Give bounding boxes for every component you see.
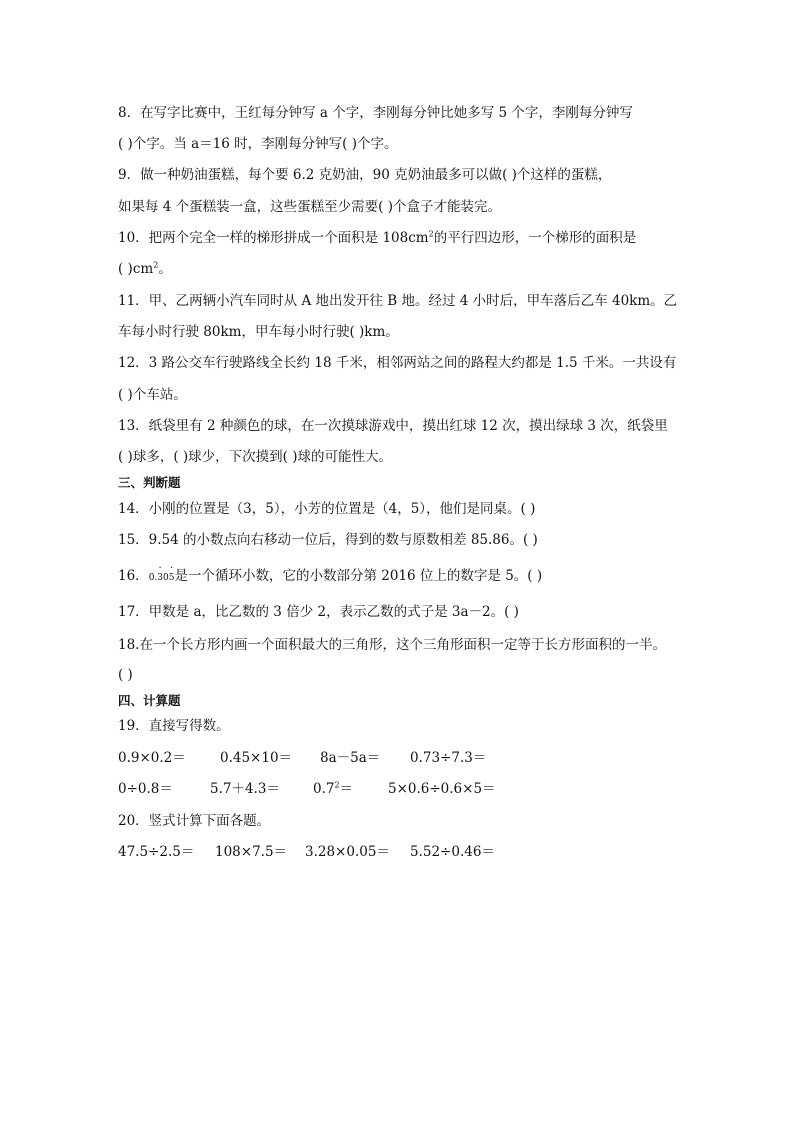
question-16	[118, 567, 542, 587]
question-12-line-1: 12．3 路公交车行驶路线全长约 18 千米，相邻两站之间的路程大约都是 1.5 千米。一共设有	[118, 355, 677, 371]
question-9-line-1: 9．做一种奶油蛋糕，每个要 6.2 克奶油，90 克奶油最多可以做( )个这样的蛋糕，	[118, 167, 612, 183]
calc-item: 0÷0.8＝	[118, 781, 173, 797]
q16-digit-3: · 5	[169, 569, 175, 587]
question-10-line-1	[118, 229, 636, 247]
section-title-calculation: 四、计算题	[118, 693, 181, 708]
question-11-line-2: 车每小时行驶 80km，甲车每小时行驶( )km。	[118, 324, 399, 340]
q10-sup: 2	[428, 229, 434, 239]
q16-digit-2: 0	[163, 573, 169, 583]
calc-item: 3.28×0.05＝	[305, 844, 390, 860]
q10-end: 。	[158, 261, 172, 277]
q10-blank: ( )cm	[118, 261, 154, 277]
question-10-line-2	[118, 260, 172, 278]
question-18-line-1: 18.在一个长方形内画一个面积最大的三角形，这个三角形面积一定等于长方形面积的一半。	[118, 637, 666, 653]
calc-item: 5.52÷0.46＝	[410, 844, 495, 860]
calc-item: 0.73÷7.3＝	[410, 750, 487, 766]
repeating-decimal	[149, 569, 175, 587]
question-14: 14．小刚的位置是（3，5），小芳的位置是（4，5），他们是同桌。( )	[118, 501, 536, 517]
calc-item: 0.9×0.2＝	[118, 750, 186, 766]
calc-item-power	[313, 780, 353, 798]
calc-item: 108×7.5＝	[215, 844, 288, 860]
q16-int: 0.	[148, 573, 158, 583]
question-11-line-1: 11．甲、乙两辆小汽车同时从 A 地出发开往 B 地。经过 4 小时后，甲车落后乙车 40km。乙	[118, 293, 678, 309]
q10-sup-2: 2	[153, 260, 159, 270]
question-8-line-1: 8．在写字比赛中，王红每分钟写 a 个字，李刚每分钟比她多写 5 个字，李刚每分钟写	[118, 105, 633, 121]
calc-item: 5×0.6÷0.6×5＝	[388, 781, 496, 797]
question-17: 17．甲数是 a，比乙数的 3 倍少 2，表示乙数的式子是 3a－2。( )	[118, 604, 519, 620]
pow-base: 0.7	[313, 781, 335, 797]
q16-suffix: 是一个循环小数，它的小数部分第 2016 位上的数字是 5。( )	[174, 568, 543, 584]
pow-exponent: 2	[334, 780, 340, 790]
question-15: 15．9.54 的小数点向右移动一位后，得到的数与原数相差 85.86。( )	[118, 532, 538, 548]
q10-text-b: 的平行四边形，一个梯形的面积是	[433, 230, 637, 246]
calc-item: 0.45×10＝	[220, 750, 293, 766]
q10-text-a: 10．把两个完全一样的梯形拼成一个面积是 108cm	[118, 230, 429, 246]
question-13-line-2: ( )球多，( )球少，下次摸到( )球的可能性大。	[118, 449, 392, 465]
q16-digit-1: · 3	[157, 569, 163, 587]
calc-item: 47.5÷2.5＝	[118, 844, 195, 860]
question-13-line-1: 13．纸袋里有 2 种颜色的球，在一次摸球游戏中，摸出红球 12 次，摸出绿球 3 次，纸袋里	[118, 418, 668, 434]
pow-eq: ＝	[339, 781, 354, 797]
question-18-line-2: ( )	[118, 667, 133, 683]
question-20-title: 20．竖式计算下面各题。	[118, 813, 271, 829]
question-8-line-2: ( )个字。当 a＝16 时，李刚每分钟写( )个字。	[118, 136, 398, 152]
calc-item: 5.7＋4.3＝	[210, 781, 280, 797]
question-9-line-2: 如果每 4 个蛋糕装一盒，这些蛋糕至少需要( )个盒子才能装完。	[118, 199, 501, 215]
question-12-line-2: ( )个车站。	[118, 387, 187, 403]
question-19-title: 19．直接写得数。	[118, 718, 230, 734]
q16-prefix: 16．	[118, 568, 149, 584]
section-title-judgement: 三、判断题	[118, 475, 181, 490]
calc-item: 8a－5a＝	[320, 750, 381, 766]
